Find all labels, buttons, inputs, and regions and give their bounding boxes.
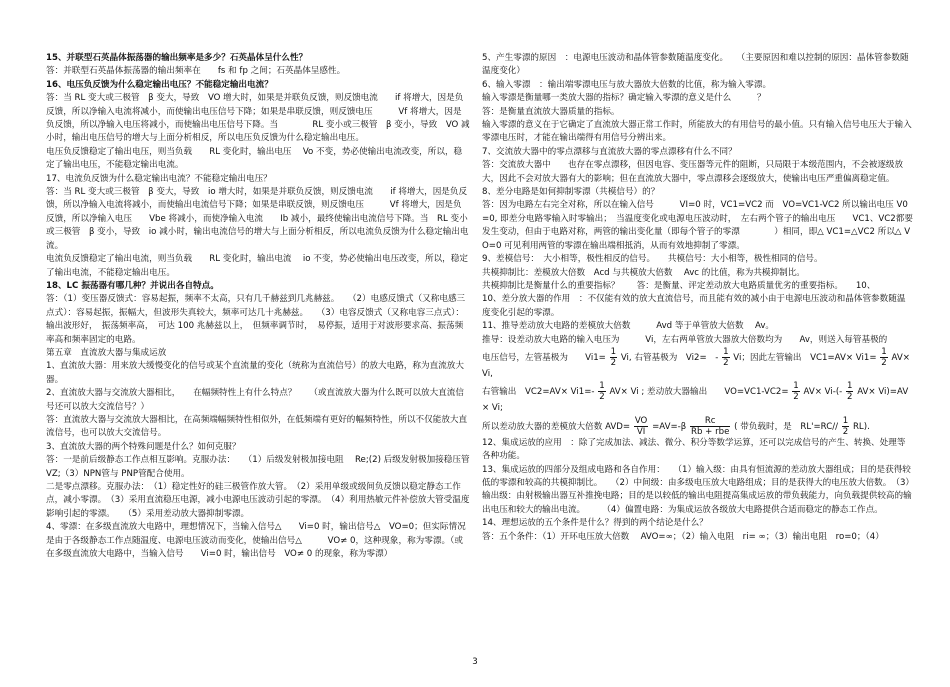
- paragraph: 7、交流放大器中的零点漂移与直流放大器的零点漂移有什么不同？: [482, 146, 737, 157]
- paragraph: 4、零漂：在多级直流放大电路中，理想情况下，当输入信号△ Vi=0 时，输出信号△ VO=0；但实际情况是由于各级静态工作点随温度、电源电压波动而变化，使输出信号△ VO≠ 0，这种现象，称为零漂。（或在多级直流放大电路中，当输入信号 Vi=0 时，输出信号 VO≠ 0 的现象，称为零漂）: [46, 522, 466, 560]
- paragraph: 16、电压负反馈为什么稳定输出电压？不能稳定输出电流？: [46, 79, 273, 90]
- right-column-paragraphs-after: [482, 437, 914, 544]
- paragraph: 11、推导差动放大电路的差模放大倍数 Avd 等于单管放大倍数 Av。: [482, 321, 774, 332]
- paragraph: 共模抑制比是衡量什么的重要指标？ 答：是衡量、评定差动放大电路质量优劣的重要指标。 10、: [482, 280, 876, 291]
- paragraph: 推导：设差动放大电路的输入电压为 Vi，左右两单管放大器放大倍数均为 Av，则送入每管基极的: [482, 334, 888, 345]
- paragraph: 答：因为电路左右完全对称，所以在输入信号 VI=0 时，VC1=VC2 而 VO=VC1-VC2 所以输出电压 V0=0, 即差分电路零输入时零输出； 当温度变化或电源电压波动时， 左右两个管子的输出电压 VC1、VC2都要发生变动，但由于电路对称，两管的输出变化量（即每个管子的零漂 ）相同，即△ VC1=△VC2 所以△ VO=0 可见利用两管的零漂在输出端相抵消，从而有效地抑制了零漂。: [482, 200, 913, 251]
- paragraph: 答：一是前后级静态工作点相互影响。克服办法： （1）后级发射极加接电阻 Re;(2) 后级发射极加接稳压管 VZ;（3）NPN管与 PNP管配合使用。: [46, 455, 479, 479]
- formula-text: 电压信号，左管基极为 Vi1=: [482, 352, 606, 363]
- fraction-rc-rb: $\frac{Rc}{\text{Rb + rbe}}$: [691, 415, 730, 437]
- formula-text: RL).: [852, 421, 870, 432]
- fraction-vo-vi: $\frac{VO}{VI}$: [634, 415, 648, 437]
- paragraph: 答：并联型石英晶体振荡器的输出频率在 fs 和 fp 之间；石英晶体呈感性。: [46, 66, 346, 77]
- paragraph: 答：（1）变压器反馈式：容易起振，频率不太高，只有几千赫兹到几兆赫兹。 （2）电感反馈式（又称电感三点式）：容易起振，振幅大，但波形失真较大，频率可达几十兆赫兹。 （3）电容反馈式（又称电容三点式）：输出波形好， 振荡频率高， 可达 100 兆赫兹以上， 但频率调节时， 易停振，适用于对波形要求高、振荡频率高和频率固定的电路。: [46, 294, 466, 345]
- paragraph: 电压负反馈稳定了输出电压，则当负载 RL 变化时，输出电压 Vo 不变，势必使输出电流改变，所以，稳定了输出电压，不能稳定输出电流。: [46, 146, 463, 171]
- formula-text: 所以差动放大器的差模放大倍数: [482, 421, 603, 432]
- paragraph: 6、输入零漂 ：输出端零漂电压与放大器放大倍数的比值，称为输入零漂。: [482, 79, 772, 90]
- paragraph: 答：直流放大器与交流放大器相比，在高频端幅频特性相似外，在低频端有更好的幅频特性，所以不仅能放大直流信号，也可以放大交流信号。: [46, 414, 468, 439]
- right-column-paragraphs: [482, 52, 914, 347]
- paragraph: 输入零漂的意义在于它确定了直流放大器正常工作时，所能放大的有用信号的最小值。只有输入信号电压大于输入零漂电压时，才能在输出端得有用信号分辨出来。: [482, 120, 912, 144]
- right-column: [482, 52, 914, 544]
- fraction-half: $\frac{1}{2}$: [599, 381, 605, 403]
- paragraph: 2、直流放大器与交流放大器相比， 在幅频特性上有什么特点？ （或直流放大器为什么既可以放大直流信号还可以放大交流信号？）: [46, 388, 464, 412]
- paragraph: 共模抑制比：差模放大倍数 Acd 与共模放大倍数 Avc 的比值，称为共模抑制比。: [482, 267, 805, 278]
- formula-text: Vi；因此左管输出 VC1=AV× Vi1=: [733, 352, 877, 363]
- paragraph: 8、差分电路是如何抑制零漂（共模信号）的？: [482, 187, 660, 198]
- paragraph: 答：当 RL 变大或三极管 β 变大，导致 VO 增大时，如果是并联负反馈，则反馈电流 if 将增大，因是负反馈，所以净输入电流将减小，而使输出电压信号下降；如果是串联反馈，则反馈电压 Vf 将增大，因是负反馈，所以净输入电压将减小，而使输出电压信号下降。当 RL 变小或三极管 β 变小，导致 VO 减小时，输出电压信号的增大与上面分析相反，所以电压负反馈为什么稳定输出电压。: [46, 93, 470, 144]
- paragraph: 9、差模信号： 大小相等，极性相反的信号。 共模信号：大小相等，极性相同的信号。: [482, 254, 823, 265]
- paragraph: 1、直流放大器：用来放大缓慢变化的信号或某个直流量的变化（统称为直流信号）的放大电路，称为直流放大器。: [46, 361, 464, 385]
- formula-text: 右管输出 VC2=AV× Vi1=-: [482, 387, 595, 398]
- formula-text: AVD=: [605, 421, 631, 432]
- fraction-half: $\frac{1}{2}$: [842, 415, 849, 437]
- formula-text: AV× Vi)=AV × Vi;: [482, 387, 909, 414]
- paragraph: 3、直流放大器的两个特殊问题是什么？如何克服？: [46, 441, 241, 452]
- paragraph: 12、集成运放的应用 ：除了完成加法、减法、微分、积分等数学运算，还可以完成信号的产生、转换、处理等各种功能。: [482, 437, 906, 462]
- formula-text: AV× Vi-(-: [803, 387, 843, 398]
- page-number: 3: [472, 657, 478, 667]
- paragraph: 答：交流放大器中 也存在零点漂移，但因电容、变压器等元件的阻断，只局限于本级范围内，不会被逐级放大，因此不会对放大器有大的影响；但在直流放大器中，零点漂移会逐级放大，使输出电压严重偏离稳定值。: [482, 160, 904, 184]
- paragraph: 13、集成运放的四部分及组成电路和各自作用： （1）输入级：由具有恒流源的差动放大器组成；目的是获得较低的零漂和较高的共模抑制比。 （2）中间级：由多级电压放大电路组成；目的是获得大的电压放大倍数。 （3）输出级：由射极输出器互补推挽电路；目的是以较低的输出电阻提高集成运放的带负载能力，向负载提供较高的输出电压和较大的输出电流。 （4）偏置电路：为集成运放各级放大电路提供合适而稳定的静态工作点。: [482, 464, 915, 515]
- paragraph: 答：当 RL 变大或三极管 β 变大，导致 io 增大时，如果是并联负反馈，则反馈电流 if 将增大，因是负反馈，所以净输入电流将减小，而使输出电流信号下降；如果是串联反馈，则反馈电压 Vf 将增大，因是负反馈，所以净输入电压 Vbe 将减小，而使净输入电流 Ib 减小，最终使输出电流信号下降。当 RL 变小或三极管 β 变小，导致 io 减小时，输出电流信号的增大与上面分析相反，所以电流负反馈为什么稳定输出电流。: [46, 187, 469, 251]
- left-column: [46, 52, 479, 561]
- paragraph: 15、并联型石英晶体振荡器的输出频率是多少？石英晶体呈什么性？: [46, 53, 308, 63]
- paragraph: 二是零点漂移。克服办法： （1）稳定性好的硅三极管作放大管。 （2）采用单级或级间负反馈以稳定静态工作点，减小零漂。 （3）采用直流稳压电源，减小电源电压波动引起的零漂。 （4）利用热敏元件补偿放大管受温度影响引起的零漂。 （5）采用差动放大器抑制零漂。: [46, 482, 470, 519]
- fraction-half: $\frac{1}{2}$: [723, 346, 729, 368]
- formula-text: ( 带负载时，是 RL'=RC//: [734, 421, 839, 432]
- paragraph: 输入零漂是衡量哪一类放大器的指标？确定输入零漂的意义是什么 ？: [482, 93, 766, 104]
- fraction-half: $\frac{1}{2}$: [847, 381, 853, 403]
- fraction-half: $\frac{1}{2}$: [610, 346, 617, 368]
- paragraph: 18、LC 振荡器有哪几种？并说出各自特点。: [46, 280, 219, 291]
- paragraph: 17、电流负反馈为什么稳定输出电流？不能稳定输出电压？: [46, 173, 272, 184]
- formula-line-2: [482, 381, 914, 415]
- paragraph: 电流负反馈稳定了输出电流，则当负载 RL 变化时，输出电流 io 不变，势必使输出电压改变，所以，稳定了输出电流，不能稳定输出电压。: [46, 254, 468, 278]
- formula-text: =AV=-β: [652, 421, 687, 432]
- fraction-half: $\frac{1}{2}$: [793, 381, 799, 403]
- formula-line-1: [482, 347, 914, 381]
- paragraph: 10、差分放大器的作用 ：不仅能有效的放大直流信号，而且能有效的减小由于电源电压波动和晶体管参数随温度变化引起的零漂。: [482, 294, 906, 318]
- paragraph: 5、产生零漂的原因 ：电源电压波动和晶体管参数随温度变化。 （主要原因和难以控制的原因：晶体管参数随温度变化）: [482, 53, 909, 77]
- formula-text: AV× Vi ; 差动放大器输出 VO=VC1-VC2=: [609, 387, 789, 398]
- fraction-half: $\frac{1}{2}$: [881, 346, 887, 368]
- paragraph: 14、理想运放的五个条件是什么？得到的两个结论是什么？: [482, 518, 708, 529]
- paragraph: 答：五个条件：（1）开环电压放大倍数 AVO=∞；（2）输入电阻 ri= ∞；（3）输出电阻 ro=0；（4）: [482, 531, 884, 542]
- paragraph: 第五章 直流放大器与集成运放: [46, 347, 167, 358]
- formula-text: AV× Vi,: [482, 352, 910, 379]
- formula-line-3: [482, 416, 914, 437]
- paragraph: 答：是衡量直流放大器质量的指标。: [482, 106, 620, 117]
- formula-text: Vi, 右管基极为 Vi2= -: [620, 352, 719, 363]
